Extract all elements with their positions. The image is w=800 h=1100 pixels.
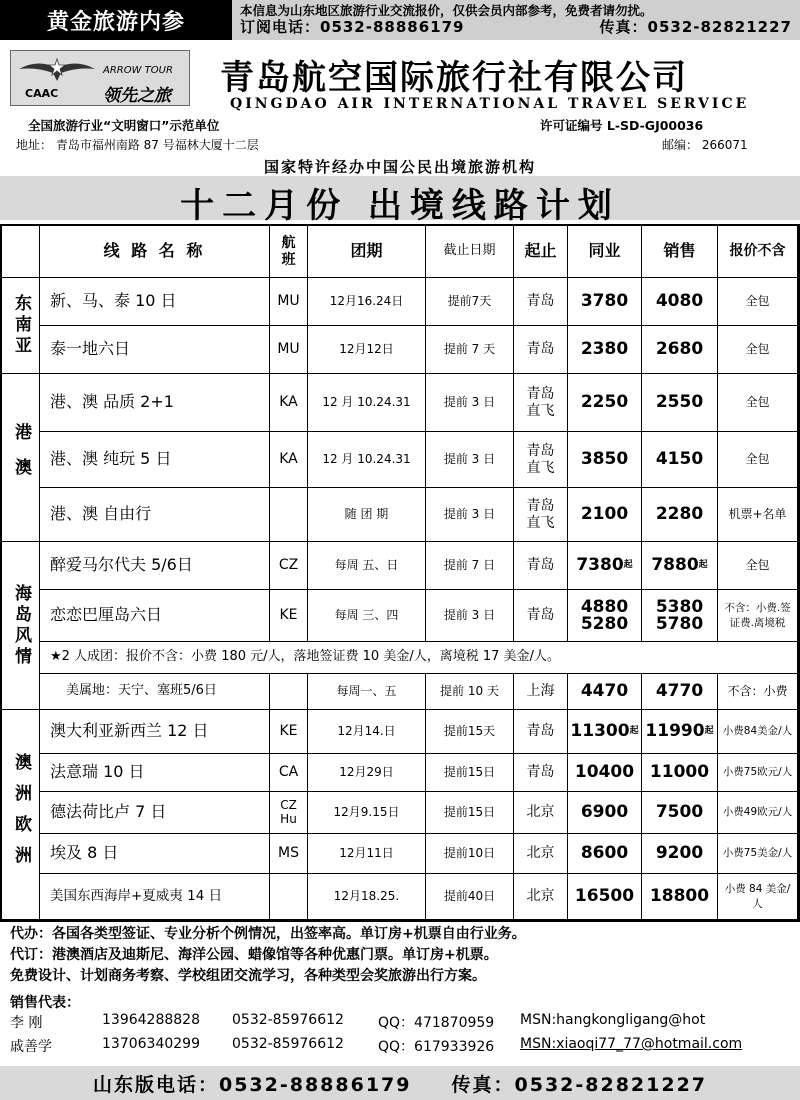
departure-city bbox=[514, 754, 568, 792]
route-name bbox=[40, 326, 270, 374]
bali-note: ★2 人成团：报价不含：小费 180 元/人，落地签证费 10 美金/人，离境税 17 美金/人。 bbox=[40, 642, 798, 674]
retail-price-text: 11000 bbox=[649, 761, 710, 782]
booking-deadline-text: 提前 7 天 bbox=[443, 341, 496, 356]
airline-code bbox=[270, 834, 308, 874]
booking-deadline-text: 提前 3 日 bbox=[443, 394, 496, 409]
trade-price bbox=[568, 874, 642, 920]
price-from-suffix: 起 bbox=[629, 726, 639, 737]
tour-date bbox=[308, 754, 426, 792]
airline-code bbox=[270, 542, 308, 590]
airline-code bbox=[270, 326, 308, 374]
trade-price-text: 2380 bbox=[580, 338, 629, 359]
route-name-text: 港、澳 纯玩 5 日 bbox=[50, 449, 172, 469]
title-bar bbox=[0, 176, 800, 226]
header-retail: 销售 bbox=[642, 226, 718, 278]
route-price-table bbox=[0, 224, 800, 922]
excluded-note-text: 小费 84 美金/人 bbox=[724, 883, 791, 910]
booking-deadline bbox=[426, 874, 514, 920]
airline-code-text: KA bbox=[279, 451, 298, 468]
route-name bbox=[40, 792, 270, 834]
route-name bbox=[40, 710, 270, 754]
page-title: 十二月份 出境线路计划 bbox=[180, 186, 620, 226]
trade-price bbox=[568, 326, 642, 374]
trade-price-text: 2100 bbox=[580, 503, 629, 524]
tour-date bbox=[308, 590, 426, 642]
excluded-note bbox=[718, 792, 798, 834]
route-name bbox=[40, 754, 270, 792]
route-name-text: 醉爱马尔代夫 5/6日 bbox=[50, 555, 193, 575]
excluded-note-text: 不含：小费 bbox=[727, 683, 788, 698]
route-name-text: 法意瑞 10 日 bbox=[50, 762, 145, 782]
retail-price bbox=[642, 488, 718, 542]
route-name bbox=[40, 874, 270, 920]
airline-code bbox=[270, 674, 308, 710]
authority-text: 国家特许经办中国公民出境旅游机构 bbox=[263, 158, 536, 176]
retail-price bbox=[642, 590, 718, 642]
top-banner bbox=[0, 0, 800, 40]
booking-deadline bbox=[426, 674, 514, 710]
price-from-suffix: 起 bbox=[704, 726, 714, 737]
tour-date-text: 每周一、五 bbox=[336, 683, 397, 698]
excluded-note-text: 不含：小费.签证费.离境税 bbox=[724, 602, 791, 629]
retail-price bbox=[642, 834, 718, 874]
excluded-note bbox=[718, 488, 798, 542]
region-islands: 海岛风情 bbox=[2, 542, 40, 710]
excluded-note bbox=[718, 278, 798, 326]
trade-price-text: 11300 bbox=[570, 720, 630, 741]
booking-deadline bbox=[426, 834, 514, 874]
route-name-text: 泰一地六日 bbox=[50, 339, 131, 359]
departure-city bbox=[514, 792, 568, 834]
booking-deadline bbox=[426, 488, 514, 542]
price-from-suffix: 起 bbox=[698, 560, 708, 571]
excluded-note bbox=[718, 432, 798, 488]
departure-city-text: 青岛 bbox=[526, 293, 555, 310]
footer-bar bbox=[0, 1066, 800, 1100]
tour-date bbox=[308, 710, 426, 754]
airline-code-text: MU bbox=[277, 293, 300, 310]
retail-price bbox=[642, 542, 718, 590]
departure-city-text: 青岛直飞 bbox=[526, 386, 555, 419]
departure-city bbox=[514, 278, 568, 326]
booking-deadline bbox=[426, 432, 514, 488]
airline-code-text: CZ Hu bbox=[280, 797, 297, 826]
header-corner bbox=[2, 226, 40, 278]
footer-phone: 山东版电话：0532-88886179 bbox=[92, 1073, 412, 1096]
tour-date-text: 12月18.25. bbox=[333, 888, 400, 903]
rep-phone: 0532-85976612 bbox=[232, 1012, 344, 1028]
rep-phone: 0532-85976612 bbox=[232, 1036, 344, 1052]
booking-deadline-text: 提前10日 bbox=[443, 845, 496, 860]
subscribe-fax: 传真：0532-82821227 bbox=[599, 18, 792, 36]
footer-fax: 传真：0532-82821227 bbox=[451, 1073, 708, 1096]
route-name bbox=[40, 374, 270, 432]
trade-price bbox=[568, 590, 642, 642]
rep-qq: QQ：471870959 bbox=[378, 1015, 495, 1031]
route-name bbox=[40, 488, 270, 542]
header-route: 线 路 名 称 bbox=[40, 226, 270, 278]
retail-price bbox=[642, 674, 718, 710]
retail-price-text: 2280 bbox=[655, 503, 704, 524]
departure-city-text: 北京 bbox=[526, 804, 555, 821]
departure-city bbox=[514, 710, 568, 754]
license-text: 许可证编号 L-SD-GJ00036 bbox=[540, 118, 704, 133]
route-name-text: 德法荷比卢 7 日 bbox=[50, 802, 167, 822]
sales-rep-row bbox=[10, 1036, 742, 1056]
excluded-note-text: 小费75美金/人 bbox=[722, 847, 793, 860]
airline-code-text: MS bbox=[278, 845, 299, 862]
excluded-note bbox=[718, 834, 798, 874]
route-name bbox=[40, 590, 270, 642]
retail-price-text: 4150 bbox=[655, 448, 704, 469]
departure-city-text: 青岛 bbox=[526, 764, 555, 781]
airline-code bbox=[270, 590, 308, 642]
route-name-text: 澳大利亚新西兰 12 日 bbox=[50, 721, 209, 741]
retail-price-text: 18800 bbox=[649, 885, 710, 906]
airline-code-text: KE bbox=[279, 607, 298, 624]
retail-price bbox=[642, 326, 718, 374]
airline-code-text: MU bbox=[277, 341, 300, 358]
excluded-note-text: 全包 bbox=[745, 341, 770, 356]
booking-deadline bbox=[426, 590, 514, 642]
excluded-note bbox=[718, 710, 798, 754]
tour-date-text: 随 团 期 bbox=[344, 506, 389, 521]
retail-price-text: 11990 bbox=[645, 720, 705, 741]
service-design: 免费设计、计划商务考察、学校组团交流学习，各种类型会奖旅游出行方案。 bbox=[10, 968, 486, 984]
booking-deadline bbox=[426, 754, 514, 792]
trade-price-text: 4470 bbox=[580, 680, 629, 701]
retail-price-text: 7880 bbox=[651, 554, 699, 575]
header-tour-date: 团期 bbox=[308, 226, 426, 278]
airline-code bbox=[270, 792, 308, 834]
excluded-note-text: 小费75欧元/人 bbox=[722, 766, 793, 779]
excluded-note bbox=[718, 374, 798, 432]
retail-price-text: 7500 bbox=[655, 801, 704, 822]
booking-deadline-text: 提前 3 日 bbox=[443, 607, 496, 622]
notice-text: 本信息为山东地区旅游行业交流报价，仅供会员内部参考，免费者请勿扰。 bbox=[240, 3, 653, 18]
excluded-note bbox=[718, 326, 798, 374]
trade-price-text: 2250 bbox=[580, 391, 629, 412]
route-name-text: 港、澳 自由行 bbox=[50, 504, 152, 524]
departure-city-text: 上海 bbox=[526, 683, 555, 700]
booking-deadline-text: 提前 10 天 bbox=[440, 683, 499, 698]
trade-price bbox=[568, 542, 642, 590]
rep-msn[interactable]: MSN:hangkongligang@hot bbox=[520, 1012, 706, 1028]
trade-price bbox=[568, 792, 642, 834]
postcode-text: 邮编： 266071 bbox=[662, 138, 748, 152]
trade-price-text: 4880 5280 bbox=[580, 596, 629, 634]
excluded-note-text: 全包 bbox=[745, 557, 770, 572]
tour-date bbox=[308, 278, 426, 326]
tour-date-text: 12月14.日 bbox=[337, 723, 396, 738]
departure-city-text: 青岛直飞 bbox=[526, 443, 555, 476]
trade-price bbox=[568, 754, 642, 792]
tour-date-text: 12月11日 bbox=[339, 845, 394, 860]
address-text: 地址： 青岛市福州南路 87 号福林大厦十二层 bbox=[16, 138, 259, 152]
booking-deadline bbox=[426, 326, 514, 374]
booking-deadline-text: 提前 7 日 bbox=[443, 557, 496, 572]
airline-code-text: KA bbox=[279, 394, 298, 411]
trade-price-text: 3780 bbox=[580, 290, 629, 311]
departure-city bbox=[514, 874, 568, 920]
trade-price bbox=[568, 674, 642, 710]
excluded-note-text: 全包 bbox=[745, 451, 770, 466]
booking-deadline bbox=[426, 710, 514, 754]
route-name bbox=[40, 542, 270, 590]
route-name bbox=[40, 278, 270, 326]
excluded-note-text: 小费49欧元/人 bbox=[722, 806, 793, 819]
retail-price bbox=[642, 754, 718, 792]
retail-price bbox=[642, 374, 718, 432]
retail-price bbox=[642, 710, 718, 754]
tour-date bbox=[308, 542, 426, 590]
region-hk-macau: 港澳 bbox=[2, 374, 40, 542]
departure-city bbox=[514, 432, 568, 488]
caac-text: CAAC bbox=[25, 87, 59, 100]
trade-price-text: 7380 bbox=[576, 554, 624, 575]
booking-deadline-text: 提前 3 日 bbox=[443, 451, 496, 466]
region-southeast-asia: 东南亚 bbox=[2, 278, 40, 374]
route-name-text: 恋恋巴厘岛六日 bbox=[50, 605, 163, 625]
rep-msn[interactable]: MSN:xiaoqi77_77@hotmail.com bbox=[520, 1036, 743, 1052]
excluded-note-text: 小费84美金/人 bbox=[722, 725, 793, 738]
airline-code-text: CZ bbox=[278, 557, 299, 574]
tour-date-text: 每周 五、日 bbox=[334, 557, 399, 572]
trade-price-text: 10400 bbox=[574, 761, 635, 782]
retail-price-text: 2550 bbox=[655, 391, 704, 412]
member-notice bbox=[232, 0, 800, 40]
header-airline: 航班 bbox=[270, 226, 308, 278]
excluded-note-text: 机票+名单 bbox=[728, 506, 787, 521]
trade-price bbox=[568, 834, 642, 874]
publication-title: 黄金旅游内参 bbox=[0, 0, 232, 40]
header-excluded: 报价不含 bbox=[718, 226, 798, 278]
wings-star-icon bbox=[17, 55, 97, 89]
tour-date bbox=[308, 432, 426, 488]
departure-city-text: 北京 bbox=[526, 845, 555, 862]
tour-date-text: 12 月 10.24.31 bbox=[322, 451, 411, 466]
lead-slogan: 领先之旅 bbox=[103, 86, 171, 106]
rep-qq: QQ：617933926 bbox=[378, 1039, 495, 1055]
departure-city bbox=[514, 374, 568, 432]
route-name bbox=[40, 674, 270, 710]
trade-price bbox=[568, 710, 642, 754]
airline-code-text: CA bbox=[278, 764, 299, 781]
booking-deadline-text: 提前7天 bbox=[447, 293, 492, 308]
departure-city-text: 青岛 bbox=[526, 557, 555, 574]
tour-date bbox=[308, 874, 426, 920]
tour-date-text: 12月16.24日 bbox=[329, 293, 404, 308]
retail-price-text: 4080 bbox=[655, 290, 704, 311]
departure-city-text: 青岛 bbox=[526, 723, 555, 740]
sales-rep-row bbox=[10, 1012, 705, 1032]
services-list bbox=[10, 924, 790, 987]
route-name-text: 新、马、泰 10 日 bbox=[50, 291, 177, 311]
trade-price-text: 3850 bbox=[580, 448, 629, 469]
tour-date-text: 12月29日 bbox=[339, 764, 394, 779]
tour-date-text: 12 月 10.24.31 bbox=[322, 394, 411, 409]
tour-date-text: 12月12日 bbox=[339, 341, 394, 356]
tour-date-text: 每周 三、四 bbox=[334, 607, 399, 622]
booking-deadline-text: 提前15日 bbox=[443, 804, 496, 819]
booking-deadline bbox=[426, 374, 514, 432]
retail-price bbox=[642, 874, 718, 920]
rep-name: 戚善学 bbox=[10, 1039, 52, 1055]
subscribe-phone: 订阅电话：0532-88886179 bbox=[240, 18, 465, 36]
tour-date bbox=[308, 674, 426, 710]
airline-code bbox=[270, 710, 308, 754]
departure-city bbox=[514, 674, 568, 710]
rep-mobile: 13706340299 bbox=[102, 1036, 200, 1052]
excluded-note bbox=[718, 874, 798, 920]
tour-date bbox=[308, 792, 426, 834]
excluded-note bbox=[718, 542, 798, 590]
price-from-suffix: 起 bbox=[623, 560, 633, 571]
departure-city bbox=[514, 834, 568, 874]
booking-deadline-text: 提前 3 日 bbox=[443, 506, 496, 521]
retail-price-text: 4770 bbox=[655, 680, 704, 701]
rep-name: 李 刚 bbox=[10, 1015, 43, 1031]
region-australia-europe: 澳洲欧洲 bbox=[2, 710, 40, 920]
retail-price-text: 9200 bbox=[655, 842, 704, 863]
trade-price bbox=[568, 278, 642, 326]
departure-city bbox=[514, 326, 568, 374]
tour-date bbox=[308, 374, 426, 432]
tour-date bbox=[308, 326, 426, 374]
tour-date bbox=[308, 834, 426, 874]
departure-city-text: 北京 bbox=[526, 888, 555, 905]
departure-city-text: 青岛 bbox=[526, 607, 555, 624]
airline-code-text: KE bbox=[279, 723, 298, 740]
company-logo bbox=[10, 50, 190, 106]
service-visa: 代办：各国各类型签证、专业分析个例情况，出签率高。单订房+机票自由行业务。 bbox=[10, 926, 526, 942]
retail-price-text: 2680 bbox=[655, 338, 704, 359]
airline-code bbox=[270, 488, 308, 542]
route-name-text: 美属地：天宁、塞班5/6日 bbox=[66, 683, 217, 699]
sales-rep-label: 销售代表： bbox=[10, 995, 80, 1011]
booking-deadline-text: 提前15天 bbox=[443, 723, 496, 738]
arrow-tour-text: ARROW TOUR bbox=[103, 65, 173, 76]
departure-city bbox=[514, 488, 568, 542]
airline-code bbox=[270, 754, 308, 792]
header-start: 起止 bbox=[514, 226, 568, 278]
excluded-note-text: 全包 bbox=[745, 394, 770, 409]
excluded-note bbox=[718, 754, 798, 792]
company-name-cn: 青岛航空国际旅行社有限公司 bbox=[220, 58, 688, 98]
airline-code bbox=[270, 374, 308, 432]
trade-price-text: 8600 bbox=[580, 842, 629, 863]
booking-deadline bbox=[426, 792, 514, 834]
trade-price-text: 6900 bbox=[580, 801, 629, 822]
airline-code bbox=[270, 278, 308, 326]
route-name bbox=[40, 834, 270, 874]
retail-price bbox=[642, 792, 718, 834]
excluded-note bbox=[718, 590, 798, 642]
departure-city-text: 青岛直飞 bbox=[526, 498, 555, 531]
booking-deadline-text: 提前40日 bbox=[443, 888, 496, 903]
tour-date bbox=[308, 488, 426, 542]
header-trade: 同业 bbox=[568, 226, 642, 278]
booking-deadline bbox=[426, 542, 514, 590]
excluded-note bbox=[718, 674, 798, 710]
trade-price-text: 16500 bbox=[574, 885, 635, 906]
trade-price bbox=[568, 374, 642, 432]
route-name bbox=[40, 432, 270, 488]
route-name-text: 港、澳 品质 2+1 bbox=[50, 392, 174, 412]
departure-city bbox=[514, 590, 568, 642]
route-name-text: 美国东西海岸+夏威夷 14 日 bbox=[50, 887, 223, 904]
trade-price bbox=[568, 432, 642, 488]
header-deadline: 截止日期 bbox=[426, 226, 514, 278]
company-name-en: QINGDAO AIR INTERNATIONAL TRAVEL SERVICE bbox=[230, 96, 750, 112]
excluded-note-text: 全包 bbox=[745, 293, 770, 308]
trade-price bbox=[568, 488, 642, 542]
departure-city bbox=[514, 542, 568, 590]
service-tickets: 代订：港澳酒店及迪斯尼、海洋公园、蜡像馆等各种优惠门票。单订房+机票。 bbox=[10, 947, 498, 963]
booking-deadline-text: 提前15日 bbox=[443, 764, 496, 779]
award-text: 全国旅游行业“文明窗口”示范单位 bbox=[28, 118, 220, 133]
retail-price-text: 5380 5780 bbox=[655, 596, 704, 634]
rep-mobile: 13964288828 bbox=[102, 1012, 200, 1028]
tour-date-text: 12月9.15日 bbox=[333, 804, 400, 819]
route-name-text: 埃及 8 日 bbox=[50, 843, 119, 863]
booking-deadline bbox=[426, 278, 514, 326]
retail-price bbox=[642, 432, 718, 488]
airline-code bbox=[270, 874, 308, 920]
airline-code bbox=[270, 432, 308, 488]
departure-city-text: 青岛 bbox=[526, 341, 555, 358]
retail-price bbox=[642, 278, 718, 326]
